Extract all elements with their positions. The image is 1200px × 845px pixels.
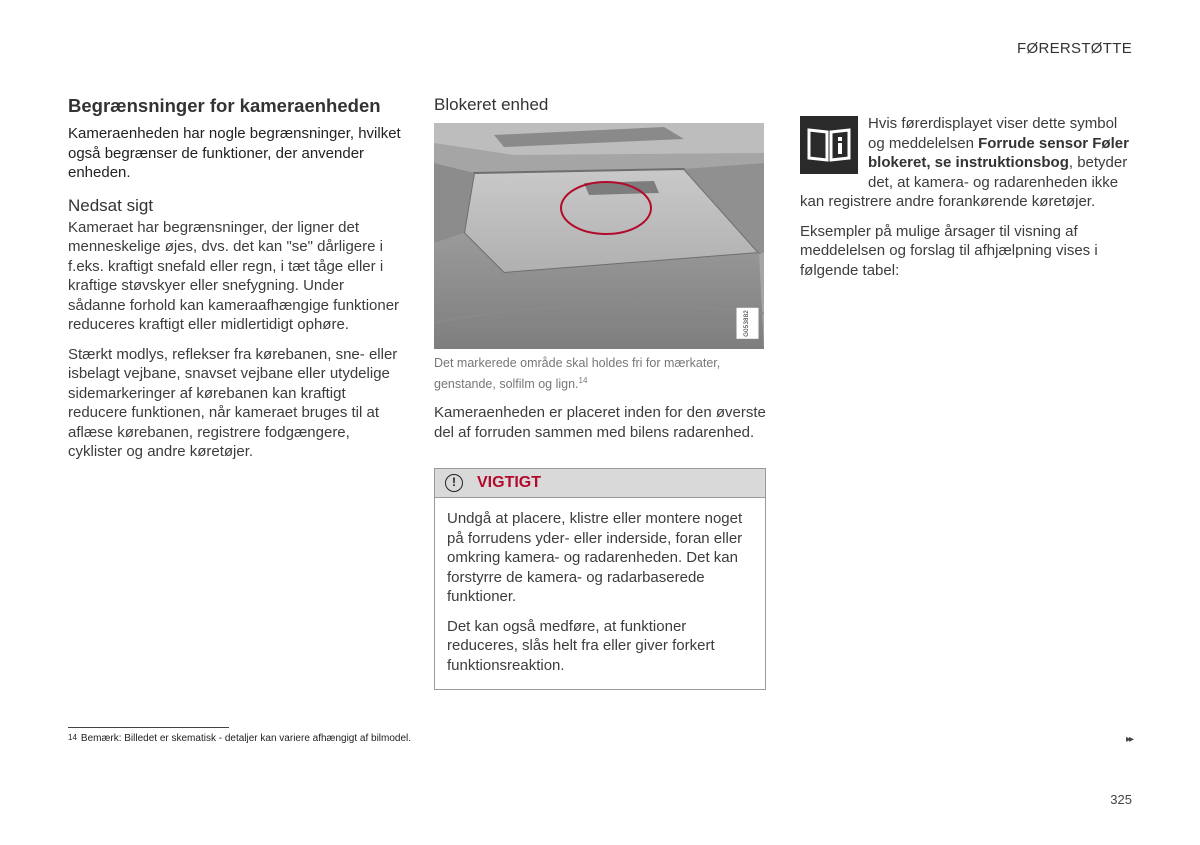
section-label: FØRERSTØTTE <box>1017 40 1132 57</box>
footnote-number: 14 <box>68 733 77 742</box>
display-message-text: Forrude sensor Føler blokeret, se instruktionsbog <box>868 134 1129 171</box>
footnote-text: Bemærk: Billedet er skematisk - detaljer kan variere afhængigt af bilmodel. <box>80 733 412 744</box>
notice-header <box>435 469 765 498</box>
footnote <box>68 733 411 744</box>
page-number: 325 <box>1110 792 1132 807</box>
column-camera-limitations <box>68 94 403 472</box>
glare-paragraph: Stærkt modlys, reflekser fra kørebanen, sne- eller isbelagt vejbane, snavset vejbane eller utydelige sidemarkeringer af kørebanen kan kraftigt reducere funktionen, når kameraet bruges til at aflæse kørebanen, registrere fodgængere, cyklister og andre køretøjer. <box>68 345 398 460</box>
message-explanation: , betyder det, at kamera- og radarenheden ikke kan registrere andre forankørende køretøjer. <box>800 154 1128 210</box>
book-glyph <box>806 126 852 164</box>
continue-arrows-icon[interactable]: ▸▸ <box>1125 734 1132 745</box>
subheading-blocked-unit: Blokeret enhed <box>434 95 549 114</box>
manual-book-icon <box>800 116 858 174</box>
footnote-ref[interactable]: 14 <box>578 376 588 385</box>
column-display-message <box>800 114 1134 290</box>
message-intro: Hvis førerdisplayet viser dette symbol og meddelelsen <box>868 115 1118 152</box>
page-title: Begrænsninger for kameraenheden <box>68 95 381 116</box>
column-blocked-unit <box>434 94 766 690</box>
notice-paragraph-1: Undgå at placere, klistre eller montere noget på forrudens yder- eller inderside, foran eller omkring kamera- og radarenheden. Det kan forstyrre de kamera- og radarbaserede funktioner. <box>447 510 743 606</box>
intro-paragraph: Kameraenheden har nogle begrænsninger, hvilket også begrænser de funktioner, der anvender enheden. <box>68 125 401 181</box>
visibility-paragraph: Kameraet har begrænsninger, der ligner det menneskelige øjes, dvs. det kan "se" dårligere i f.eks. kraftigt snefald eller regn, i tæt tåge eller i kraftige støvskyer eller snefygning. Under sådanne forhold kan kameraafhængige funktioner reduceres kraftigt eller midlertidigt ophøre. <box>68 218 400 333</box>
placement-paragraph: Kameraenheden er placeret inden for den øverste del af forruden sammen med bilens radarenhed. <box>434 404 766 441</box>
exclamation-icon: ! <box>445 474 463 492</box>
windshield-drawing <box>434 123 764 349</box>
caption-text: Det markerede område skal holdes fri for mærkater, genstande, solfilm og lign. <box>434 356 721 392</box>
footnote-divider <box>68 727 229 728</box>
subheading-reduced-visibility: Nedsat sigt <box>68 195 154 215</box>
examples-paragraph: Eksempler på mulige årsager til visning af meddelelsen og forslag til afhjælpning vises i følgende tabel: <box>800 222 1098 279</box>
notice-body <box>435 498 765 689</box>
windshield-illustration <box>434 123 764 349</box>
figure-caption <box>434 355 766 393</box>
notice-title: VIGTIGT <box>477 474 541 492</box>
notice-paragraph-2: Det kan også medføre, at funktioner reduceres, slås helt fra eller giver forkert funktionsreaktion. <box>447 617 715 674</box>
important-notice <box>434 468 766 690</box>
figure-code: G053882 <box>737 308 759 339</box>
